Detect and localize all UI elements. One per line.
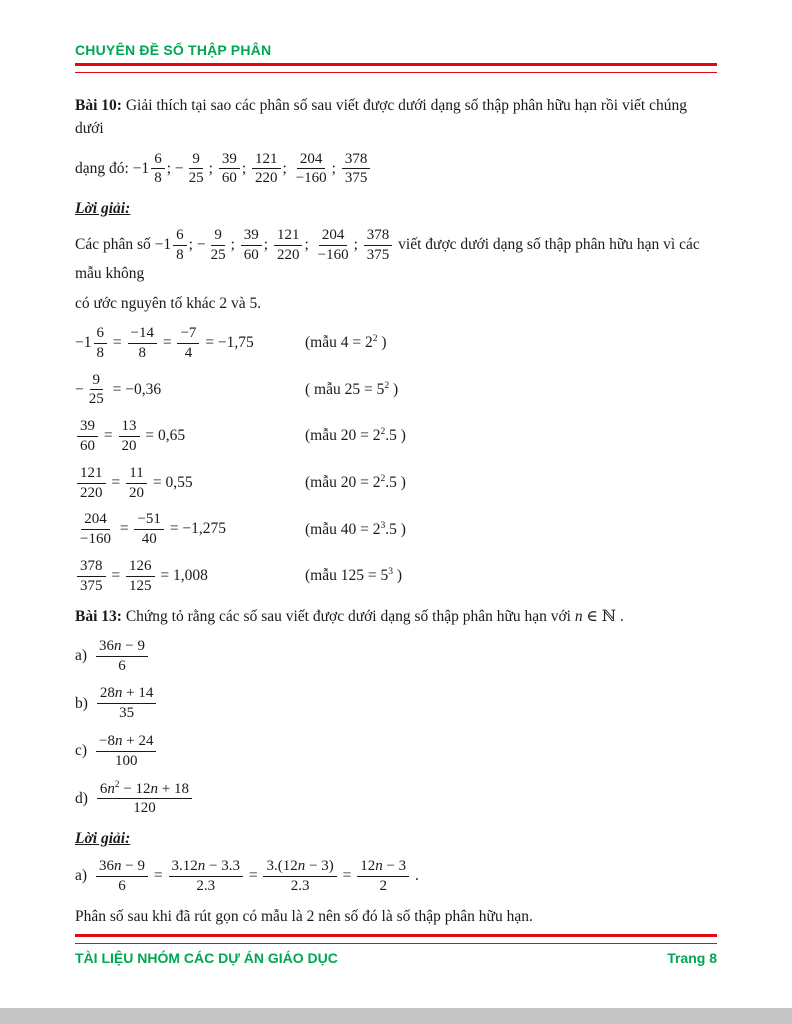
numerator — [96, 733, 156, 752]
fraction — [274, 227, 303, 264]
fraction — [77, 558, 106, 595]
math-text: 36 — [99, 858, 115, 875]
numerator — [77, 558, 106, 577]
math-text: 9 — [214, 227, 222, 244]
math-text: 4 — [184, 344, 193, 361]
denominator — [116, 704, 137, 722]
item-label: b) — [75, 694, 88, 712]
fraction — [126, 465, 147, 502]
math-text: = — [150, 866, 167, 884]
fraction — [357, 858, 409, 895]
numerator — [97, 685, 156, 704]
solution-line-5 — [75, 510, 717, 549]
solution-expression — [75, 557, 305, 596]
math-text: (mẫu 20 = 2 — [305, 474, 381, 492]
denominator — [274, 246, 303, 264]
math-text: ) — [389, 380, 399, 398]
math-text: 2.3 — [196, 877, 216, 894]
denominator — [94, 344, 108, 362]
solution-expression — [75, 417, 305, 456]
item-expression — [95, 684, 158, 723]
math-text: − — [75, 380, 84, 398]
bai13-statement — [75, 605, 717, 628]
math-variable: n — [197, 858, 206, 875]
math-text: . — [411, 866, 419, 884]
bai10-loigiai-heading — [75, 200, 717, 218]
denominator — [315, 246, 352, 264]
numerator — [128, 325, 157, 344]
math-text: = — [338, 866, 356, 884]
denominator — [126, 577, 155, 595]
math-text: 6 — [99, 780, 108, 797]
numerator — [96, 858, 148, 877]
footer-left-text: TÀI LIỆU NHÓM CÁC DỰ ÁN GIÁO DỤC — [75, 950, 338, 966]
math-text: ; — [230, 235, 239, 253]
denominator — [126, 484, 147, 502]
numerator — [173, 227, 187, 246]
item-label: a) — [75, 647, 88, 665]
bai10-explain-line1 — [75, 226, 717, 283]
denominator — [241, 246, 262, 264]
numerator — [219, 151, 240, 170]
math-text: ; — [353, 235, 362, 253]
math-text: + 18 — [158, 780, 190, 797]
bai13-loigiai-heading — [75, 830, 717, 848]
math-text: = −1,75 — [201, 333, 254, 351]
denominator — [77, 577, 106, 595]
solution-expression — [75, 510, 305, 549]
math-text: 36 — [99, 637, 115, 654]
solution-expression — [75, 324, 305, 363]
math-variable: n — [375, 858, 383, 875]
fraction — [293, 151, 330, 188]
denominator — [252, 169, 281, 187]
header-rule — [75, 63, 717, 73]
numerator — [169, 858, 243, 877]
solution-a-line — [75, 857, 717, 896]
fraction — [77, 418, 98, 455]
denominator — [219, 169, 240, 187]
solution-expression — [75, 464, 305, 503]
math-text: Chứng tỏ rằng các số sau viết được dưới dạng số thập phân hữu hạn với — [121, 607, 575, 625]
denominator — [208, 246, 229, 264]
superscript: 2 — [114, 779, 120, 790]
math-text: + 14 — [122, 685, 154, 702]
math-variable: n — [114, 637, 122, 654]
fraction — [169, 858, 243, 895]
bai10-intro-text: Giải thích tại sao các phân số sau viết được dưới dạng số thập phân hữu hạn rồi viết chúng dưới — [75, 97, 687, 138]
math-text: 2 — [379, 877, 387, 894]
math-text: 121 — [276, 227, 300, 244]
bai13-label: Bài 13: — [75, 607, 122, 625]
math-text: = — [100, 426, 117, 444]
denominator — [182, 344, 196, 362]
math-text: −8 — [99, 732, 116, 749]
fraction — [315, 227, 352, 264]
solution-line-2 — [75, 371, 717, 410]
document-content — [75, 73, 717, 928]
numerator — [274, 227, 303, 246]
item-label: d) — [75, 789, 88, 807]
fraction — [77, 465, 106, 502]
fraction — [208, 227, 229, 264]
math-text: 220 — [276, 246, 300, 263]
math-text: = 0,55 — [149, 473, 193, 491]
math-text: ; − — [188, 235, 206, 253]
math-variable: n — [574, 607, 583, 625]
math-text: ) — [393, 567, 403, 585]
fraction — [134, 511, 163, 548]
math-text: ) — [377, 334, 387, 352]
denominator — [77, 437, 98, 455]
item-label: c) — [75, 742, 88, 760]
math-text: 204 — [84, 511, 107, 528]
denominator — [376, 877, 390, 895]
numerator — [94, 325, 108, 344]
numerator — [189, 151, 203, 170]
math-text: 3.(12 — [266, 858, 298, 875]
fraction — [86, 372, 107, 409]
fraction — [97, 685, 156, 722]
fraction — [186, 151, 207, 188]
fraction — [96, 858, 148, 895]
math-text: = — [109, 333, 126, 351]
solution-line-1 — [75, 324, 717, 363]
math-text: 375 — [344, 170, 368, 187]
fraction — [97, 781, 192, 818]
math-variable: n — [150, 780, 159, 797]
math-text: 6 — [118, 877, 126, 894]
math-text: − 3 — [382, 858, 407, 875]
math-text: .5 ) — [385, 474, 406, 492]
denominator — [115, 657, 129, 675]
math-text: 3.12 — [171, 858, 198, 875]
conclusion-text: Phân số sau khi đã rút gọn có mẫu là 2 nên số đó là số thập phân hữu hạn. — [75, 907, 533, 925]
math-text: ; — [263, 235, 272, 253]
list-item-b — [75, 684, 717, 723]
math-text: 6 — [96, 324, 104, 341]
math-text: ( mẫu 25 = 5 — [305, 380, 385, 398]
numerator — [342, 151, 371, 170]
math-text: 35 — [119, 705, 135, 722]
denominator — [139, 530, 160, 548]
denominator — [293, 169, 330, 187]
math-text: 378 — [344, 150, 368, 167]
math-text: 204 — [321, 227, 345, 244]
math-text: 100 — [115, 752, 138, 769]
math-text: 12 — [360, 858, 376, 875]
math-text: 220 — [255, 170, 278, 187]
bai10-explain-line2: có ước nguyên tố khác 2 và 5. — [75, 294, 262, 312]
math-text: 125 — [129, 577, 152, 594]
fraction — [128, 325, 157, 362]
solution-expression — [75, 371, 305, 410]
math-text: (mẫu 40 = 2 — [305, 520, 381, 538]
math-text: 6 — [118, 657, 126, 674]
math-variable: n — [115, 732, 123, 749]
math-text: 25 — [88, 391, 104, 408]
math-text: .5 ) — [385, 427, 406, 445]
numerator — [357, 858, 409, 877]
fraction — [151, 151, 165, 188]
loigiai-label-2: Lời giải: — [75, 830, 131, 848]
math-text: dạng đó: −1 — [75, 159, 150, 177]
numerator — [263, 858, 336, 877]
math-text: = −1,275 — [165, 520, 227, 538]
math-variable: n — [114, 858, 122, 875]
math-text: −160 — [317, 246, 349, 263]
math-text: 9 — [192, 150, 200, 167]
math-variable: n — [297, 858, 306, 875]
numerator — [241, 227, 262, 246]
denominator — [342, 169, 371, 187]
list-item-d — [75, 780, 717, 819]
fraction — [173, 227, 187, 264]
math-text: 20 — [121, 437, 137, 454]
math-text: 120 — [133, 800, 156, 817]
footer-page-number: Trang 8 — [667, 950, 717, 966]
denominator-note — [305, 427, 406, 445]
math-text: 60 — [243, 246, 259, 263]
superscript: 3 — [388, 566, 394, 578]
numerator — [96, 638, 148, 657]
superscript: 2 — [384, 379, 390, 391]
math-text: ; — [331, 159, 340, 177]
superscript: 2 — [380, 472, 386, 484]
math-text: 40 — [141, 531, 157, 548]
math-text: Các phân số −1 — [75, 235, 172, 253]
math-text: 39 — [80, 418, 95, 435]
list-item-a — [75, 637, 717, 676]
item-expression — [95, 780, 194, 819]
math-text: + 24 — [122, 732, 154, 749]
page-footer — [75, 934, 717, 966]
numerator — [364, 227, 393, 246]
math-text: 28 — [99, 685, 115, 702]
fraction — [177, 325, 199, 362]
math-text: −160 — [80, 531, 111, 548]
math-text: −160 — [295, 170, 327, 187]
bai10-label: Bài 10: — [75, 97, 122, 114]
fraction — [263, 858, 336, 895]
footer-row — [75, 950, 717, 966]
numerator — [90, 372, 104, 391]
numerator — [177, 325, 199, 344]
denominator-note — [305, 567, 402, 585]
math-text: − 9 — [121, 858, 146, 875]
bai10-fraction-list — [75, 150, 717, 189]
fraction — [96, 733, 156, 770]
math-text: 121 — [80, 464, 103, 481]
math-text: 39 — [221, 150, 237, 167]
denominator — [77, 530, 114, 548]
math-text: 121 — [255, 150, 278, 167]
denominator — [173, 246, 187, 264]
math-text: 25 — [210, 246, 226, 263]
denominator — [119, 437, 140, 455]
math-text: ; — [304, 235, 313, 253]
math-text: − 3.3 — [205, 858, 240, 875]
math-text: = 1,008 — [156, 566, 208, 584]
denominator — [288, 877, 313, 895]
math-text: 220 — [80, 484, 103, 501]
denominator — [77, 484, 106, 502]
denominator — [151, 169, 165, 187]
math-text: − 9 — [121, 637, 146, 654]
denominator — [115, 877, 129, 895]
math-text: 8 — [154, 170, 162, 187]
fraction — [342, 151, 371, 188]
math-variable: n — [107, 780, 115, 797]
math-text: .5 ) — [385, 520, 406, 538]
list-item-c — [75, 732, 717, 771]
bai13-intro-text — [122, 608, 624, 625]
math-text: ; — [208, 159, 217, 177]
superscript: 3 — [380, 519, 386, 531]
numerator — [319, 227, 348, 246]
math-text: 375 — [366, 246, 390, 263]
math-text: = — [115, 520, 133, 538]
math-text: ; — [241, 159, 250, 177]
superscript: 2 — [372, 333, 378, 345]
fraction — [126, 558, 155, 595]
denominator — [364, 246, 393, 264]
numerator — [97, 781, 192, 800]
numerator — [151, 151, 165, 170]
math-text: = — [244, 866, 262, 884]
denominator-note — [305, 474, 406, 492]
math-text: −51 — [137, 511, 161, 528]
numerator — [126, 558, 155, 577]
numerator — [126, 465, 146, 484]
denominator — [135, 344, 149, 362]
math-text: 378 — [80, 557, 103, 574]
math-text: −14 — [130, 324, 154, 341]
math-variable: n — [114, 685, 123, 702]
numerator — [77, 465, 106, 484]
solution-line-6 — [75, 557, 717, 596]
fraction — [364, 227, 393, 264]
math-text: 375 — [80, 577, 103, 594]
math-text: (mẫu 125 = 5 — [305, 567, 389, 585]
denominator-note — [305, 334, 387, 352]
numerator — [252, 151, 281, 170]
math-text: = — [158, 333, 176, 351]
math-text: = 0,65 — [141, 426, 186, 444]
math-text: −1 — [75, 333, 92, 351]
numerator — [211, 227, 225, 246]
numerator — [119, 418, 140, 437]
item-expression — [94, 637, 150, 676]
math-text: = — [107, 473, 124, 491]
math-text: (mẫu 20 = 2 — [305, 427, 381, 445]
math-text: 11 — [129, 464, 144, 481]
fraction — [94, 325, 108, 362]
math-text: = — [107, 566, 124, 584]
item-expression — [94, 732, 158, 771]
loigiai-label: Lời giải: — [75, 200, 131, 218]
math-text: 6 — [154, 150, 162, 167]
math-text: 20 — [129, 484, 144, 501]
math-text: viết được dưới dạng số thập phân hữu hạn vì các mẫu không — [75, 235, 700, 282]
math-text: = −0,36 — [108, 380, 162, 398]
fraction — [77, 511, 114, 548]
numerator — [81, 511, 110, 530]
math-text: 204 — [299, 150, 323, 167]
item-label: a) — [75, 867, 88, 885]
math-text: ∈ ℕ . — [582, 607, 624, 625]
math-text: 60 — [80, 437, 95, 454]
denominator — [112, 752, 141, 770]
superscript: 2 — [380, 426, 386, 438]
numerator — [134, 511, 163, 530]
denominator — [186, 169, 207, 187]
math-text: 8 — [138, 344, 146, 361]
solution-a-expression — [94, 857, 419, 896]
fraction — [252, 151, 281, 188]
math-text: (mẫu 4 = 2 — [305, 334, 373, 352]
fraction — [219, 151, 240, 188]
math-text: −7 — [180, 324, 197, 341]
numerator — [77, 418, 98, 437]
denominator — [86, 390, 107, 408]
math-text: 13 — [121, 418, 137, 435]
math-text: ; — [282, 159, 291, 177]
page-header — [75, 42, 717, 73]
numerator — [297, 151, 326, 170]
math-text: − 12 — [119, 780, 151, 797]
denominator — [130, 799, 159, 817]
fraction — [119, 418, 140, 455]
fraction — [96, 638, 148, 675]
math-text: 2.3 — [290, 877, 310, 894]
math-text: 9 — [92, 371, 100, 388]
math-text: 8 — [176, 246, 184, 263]
math-text: 60 — [221, 170, 237, 187]
math-text: 25 — [188, 170, 204, 187]
math-text: 378 — [366, 227, 390, 244]
math-text: 8 — [96, 344, 104, 361]
header-title: CHUYÊN ĐỀ SỐ THẬP PHÂN — [75, 42, 272, 58]
solution-line-3 — [75, 417, 717, 456]
bai10-statement — [75, 94, 717, 141]
math-text: − 3) — [305, 858, 334, 875]
denominator-note — [305, 521, 406, 539]
math-text: 39 — [243, 227, 259, 244]
math-text: ; − — [166, 159, 184, 177]
denominator — [193, 877, 218, 895]
footer-rule — [75, 934, 717, 944]
fraction — [241, 227, 262, 264]
math-text: 6 — [176, 227, 184, 244]
denominator-note — [305, 381, 398, 399]
math-text: 126 — [129, 557, 152, 574]
solution-line-4 — [75, 464, 717, 503]
